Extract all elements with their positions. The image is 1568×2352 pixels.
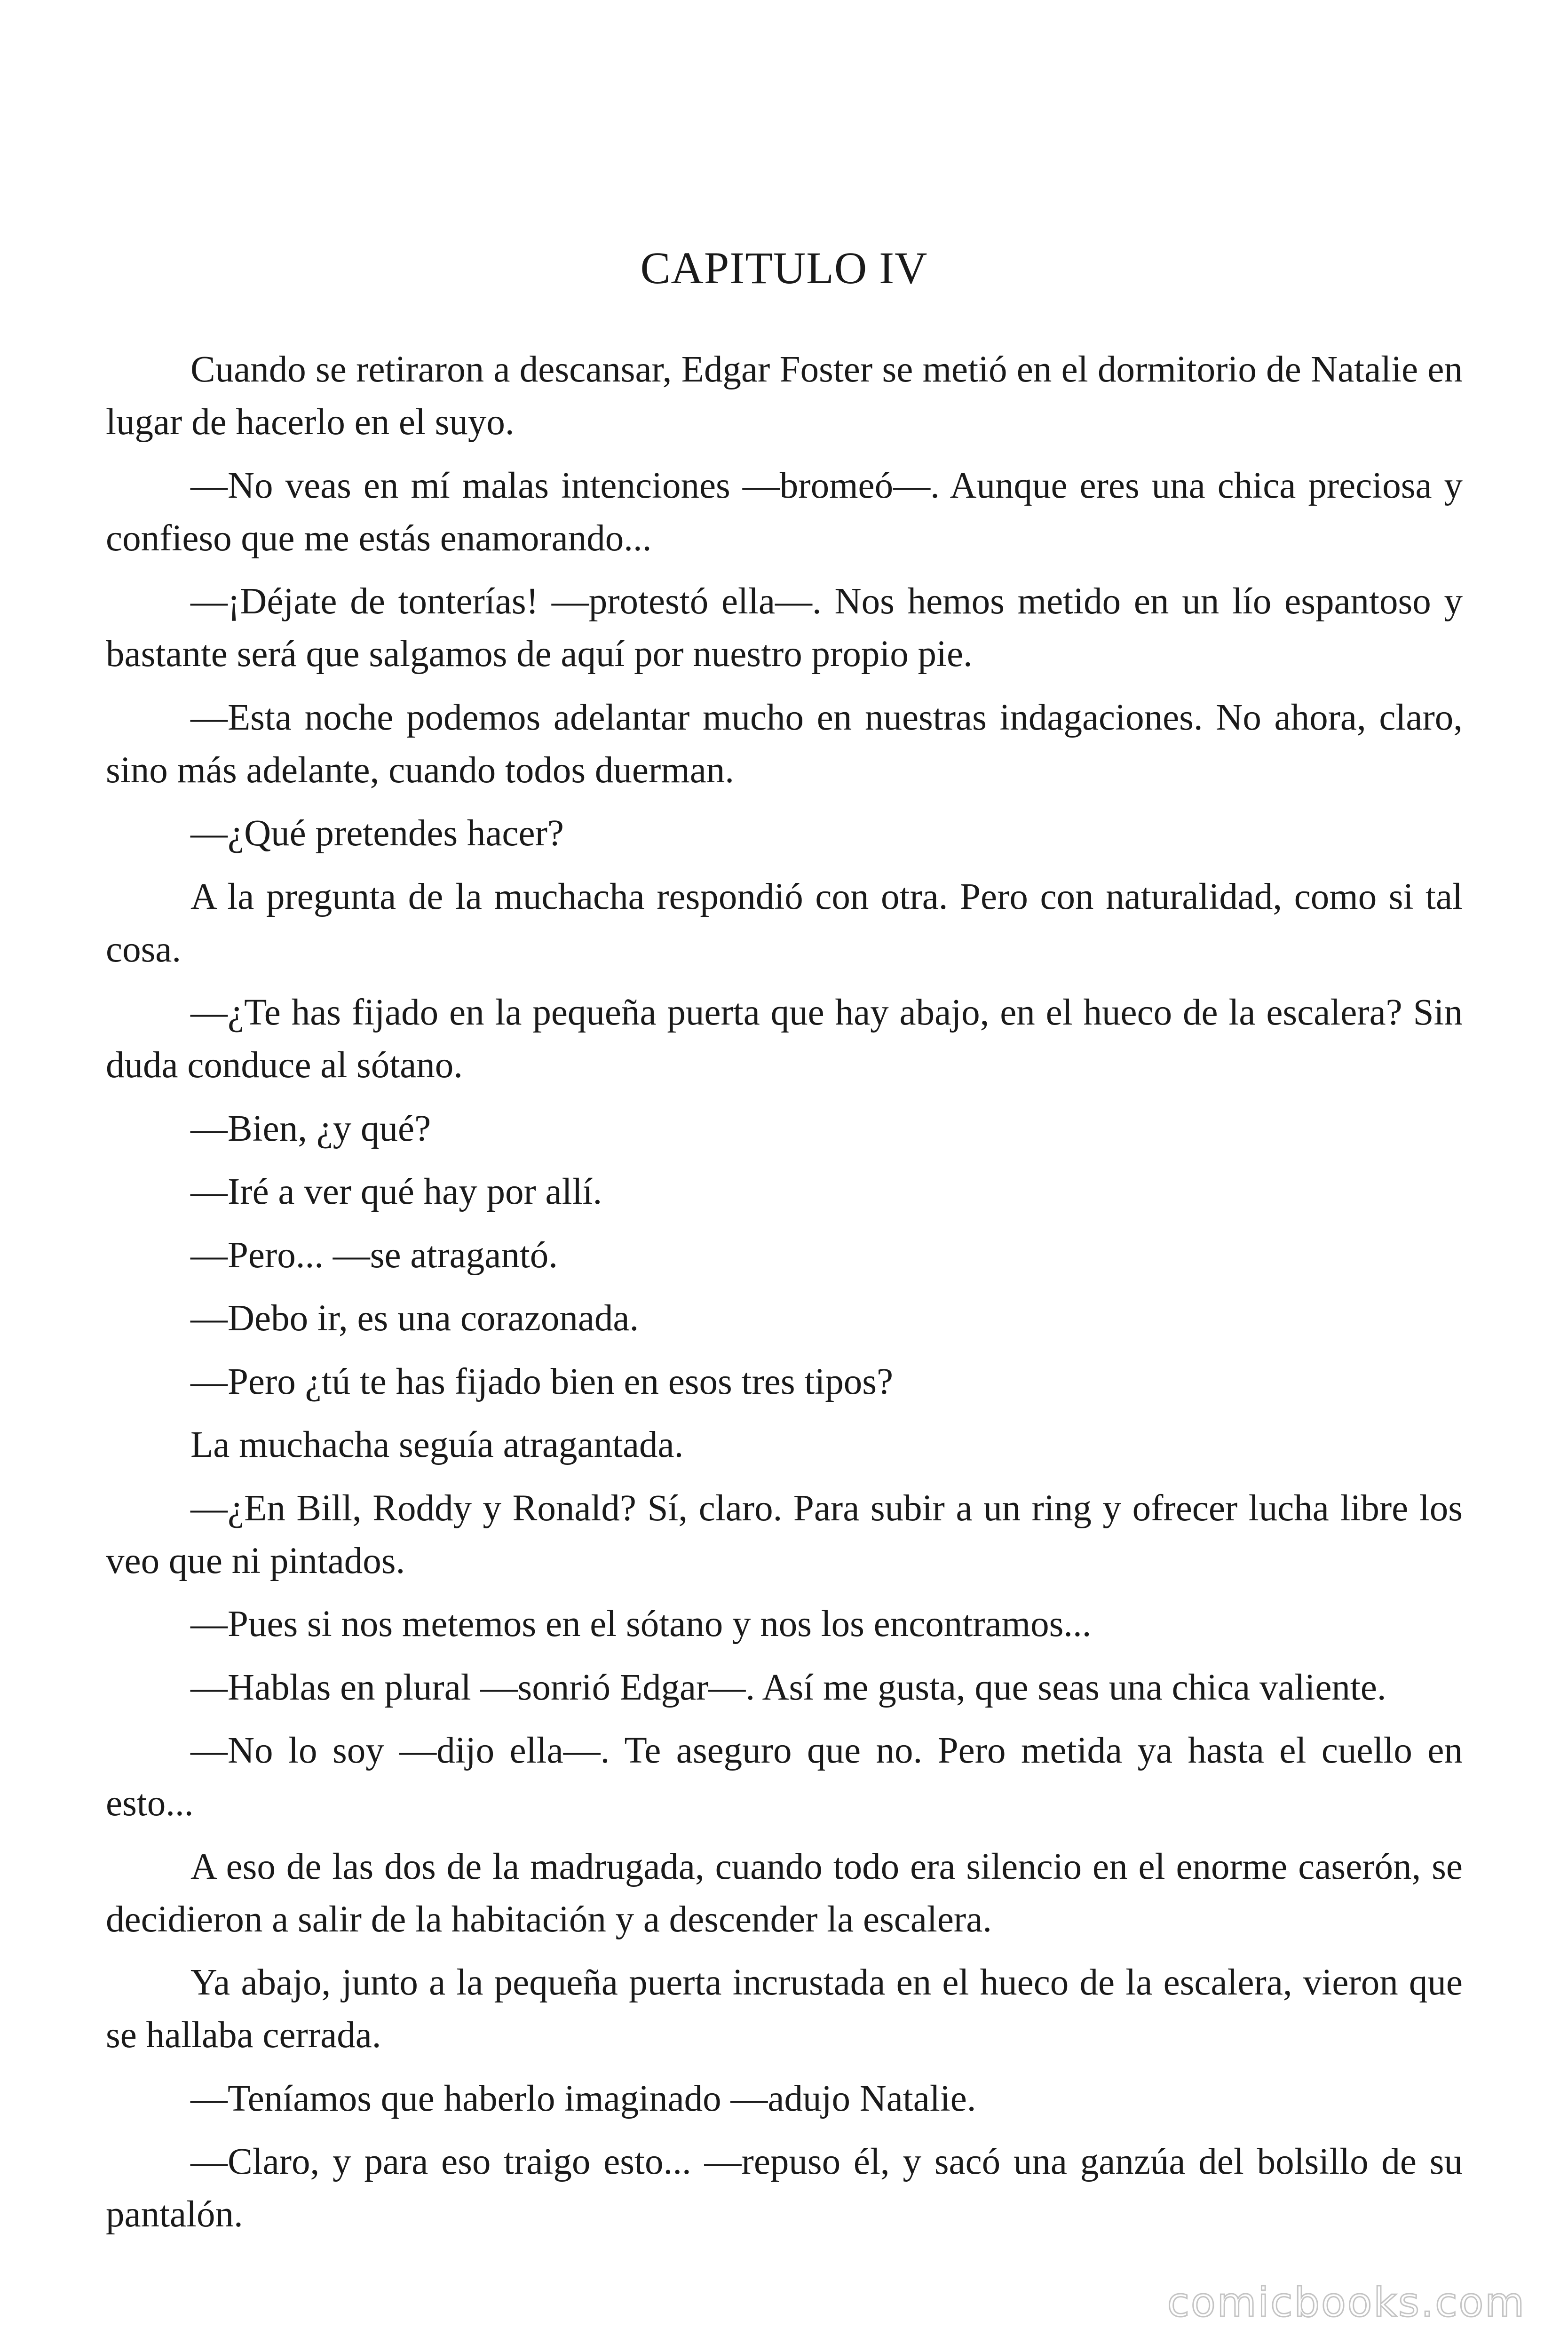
paragraph: Cuando se retiraron a descansar, Edgar Foster se metió en el dormitorio de Natalie en lugar de hacerlo en el suyo.	[106, 349, 1463, 443]
paragraph: —Hablas en plural —sonrió Edgar—. Así me gusta, que seas una chica valiente.	[190, 1667, 1386, 1708]
paragraph: —¡Déjate de tonterías! —protestó ella—. Nos hemos metido en un lío espantoso y bastante será que salgamos de aquí por nuestro propio pie.	[106, 581, 1463, 675]
paragraph: —Pero ¿tú te has fijado bien en esos tres tipos?	[190, 1361, 894, 1402]
paragraph: —Claro, y para eso traigo esto... —repuso él, y sacó una ganzúa del bolsillo de su pantalón.	[106, 2141, 1463, 2235]
paragraph: —Teníamos que haberlo imaginado —adujo Natalie.	[190, 2078, 976, 2119]
paragraph: —Pues si nos metemos en el sótano y nos los encontramos...	[190, 1604, 1092, 1645]
paragraph: La muchacha seguía atragantada.	[190, 1424, 684, 1465]
watermark: comicbooks.com	[1167, 2279, 1526, 2326]
paragraph: —Pero... —se atragantó.	[190, 1234, 558, 1276]
paragraph: —Bien, ¿y qué?	[190, 1108, 431, 1149]
paragraph: —¿Qué pretendes hacer?	[190, 813, 564, 854]
paragraph: —Esta noche podemos adelantar mucho en nuestras indagaciones. No ahora, claro, sino más adelante, cuando todos duerman.	[106, 697, 1463, 791]
paragraph: A eso de las dos de la madrugada, cuando todo era silencio en el enorme caserón, se decidieron a salir de la habitación y a descender la escalera.	[106, 1846, 1463, 1940]
paragraph: Ya abajo, junto a la pequeña puerta incrustada en el hueco de la escalera, vieron que se hallaba cerrada.	[106, 1962, 1463, 2056]
paragraph: —Debo ir, es una corazonada.	[190, 1298, 639, 1339]
paragraph: —Iré a ver qué hay por allí.	[190, 1171, 602, 1212]
chapter-title: CAPITULO IV	[640, 243, 928, 293]
text-body	[106, 343, 1463, 2252]
paragraph: —¿En Bill, Roddy y Ronald? Sí, claro. Para subir a un ring y ofrecer lucha libre los veo que ni pintados.	[106, 1487, 1463, 1581]
paragraph: —¿Te has fijado en la pequeña puerta que hay abajo, en el hueco de la escalera? Sin duda conduce al sótano.	[106, 992, 1463, 1086]
paragraph: —No lo soy —dijo ella—. Te aseguro que no. Pero metida ya hasta el cuello en esto...	[106, 1730, 1463, 1824]
paragraph: A la pregunta de la muchacha respondió con otra. Pero con naturalidad, como si tal cosa.	[106, 876, 1463, 970]
paragraph: —No veas en mí malas intenciones —bromeó—. Aunque eres una chica preciosa y confieso que me estás enamorando...	[106, 465, 1463, 559]
